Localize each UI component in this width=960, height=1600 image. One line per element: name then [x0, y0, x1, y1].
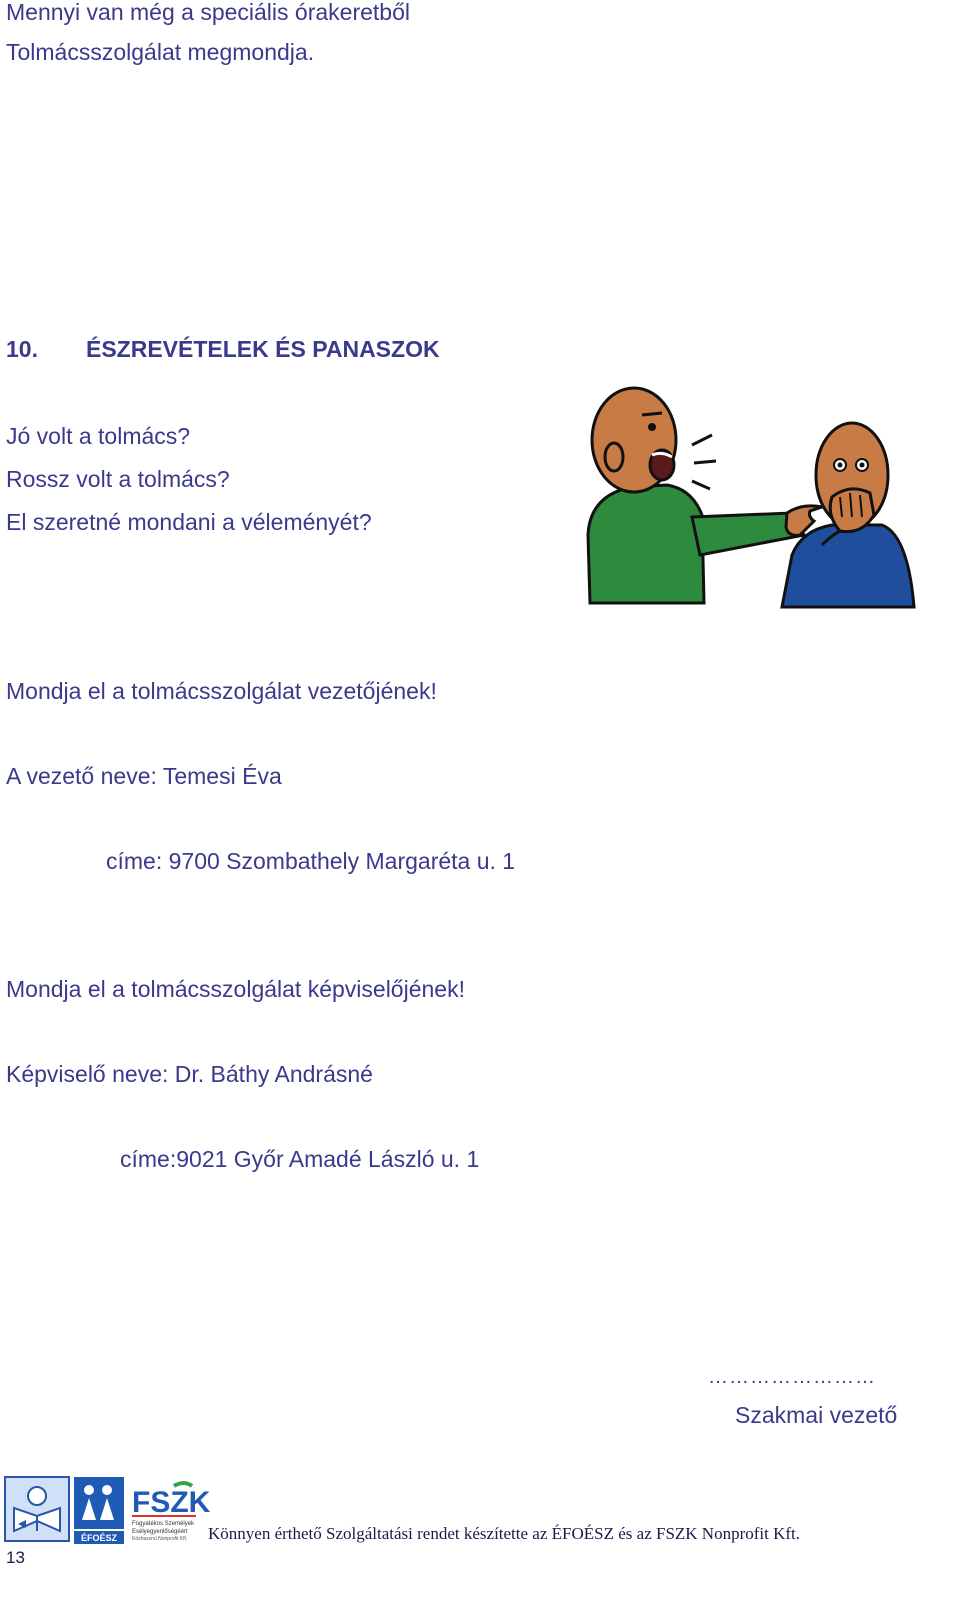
fszk-sub-1: Fogyatékos Személyek [132, 1521, 195, 1527]
shouting-man-figure [588, 388, 822, 603]
footer-credit: Könnyen érthető Szolgáltatási rendet készítette az ÉFOÉSZ és az FSZK Nonprofit Kft. [208, 1524, 801, 1543]
signature-line: …………………… [708, 1366, 876, 1388]
footer-logos [4, 1476, 211, 1546]
section-title: ÉSZREVÉTELEK ÉS PANASZOK [86, 336, 440, 362]
leader-instruction: Mondja el a tolmácsszolgálat vezetőjének! [6, 678, 437, 704]
top-line-1: Mennyi van még a speciális órakeretből [6, 0, 410, 25]
efoesz-logo-text: ÉFOÉSZ [80, 1533, 118, 1543]
section-number: 10. [6, 336, 38, 362]
question-1: Jó volt a tolmács? [6, 423, 191, 449]
question-3: El szeretné mondani a véleményét? [6, 509, 372, 535]
easy-read-logo-icon [5, 1477, 69, 1541]
representative-address: címe:9021 Győr Amadé László u. 1 [120, 1146, 480, 1172]
page-number: 13 [6, 1548, 25, 1567]
representative-name: Képviselő neve: Dr. Báthy Andrásné [6, 1061, 373, 1087]
leader-name: A vezető neve: Temesi Éva [6, 763, 282, 789]
complaint-illustration [582, 385, 938, 617]
top-line-2: Tolmácsszolgálat megmondja. [6, 39, 315, 65]
fszk-sub-2: Esélyegyenlőségéért [132, 1529, 188, 1535]
representative-instruction: Mondja el a tolmácsszolgálat képviselőjének! [6, 976, 465, 1002]
leader-address: címe: 9700 Szombathely Margaréta u. 1 [106, 848, 516, 874]
fszk-logo-text: FSZK [132, 1486, 211, 1519]
question-2: Rossz volt a tolmács? [6, 466, 230, 492]
signature-title: Szakmai vezető [735, 1402, 898, 1428]
fszk-sub-3: Közhasznú Nonprofit Kft. [132, 1536, 188, 1542]
section-heading [6, 336, 440, 363]
fszk-logo-icon [132, 1483, 211, 1542]
efoesz-logo-icon [74, 1477, 124, 1544]
